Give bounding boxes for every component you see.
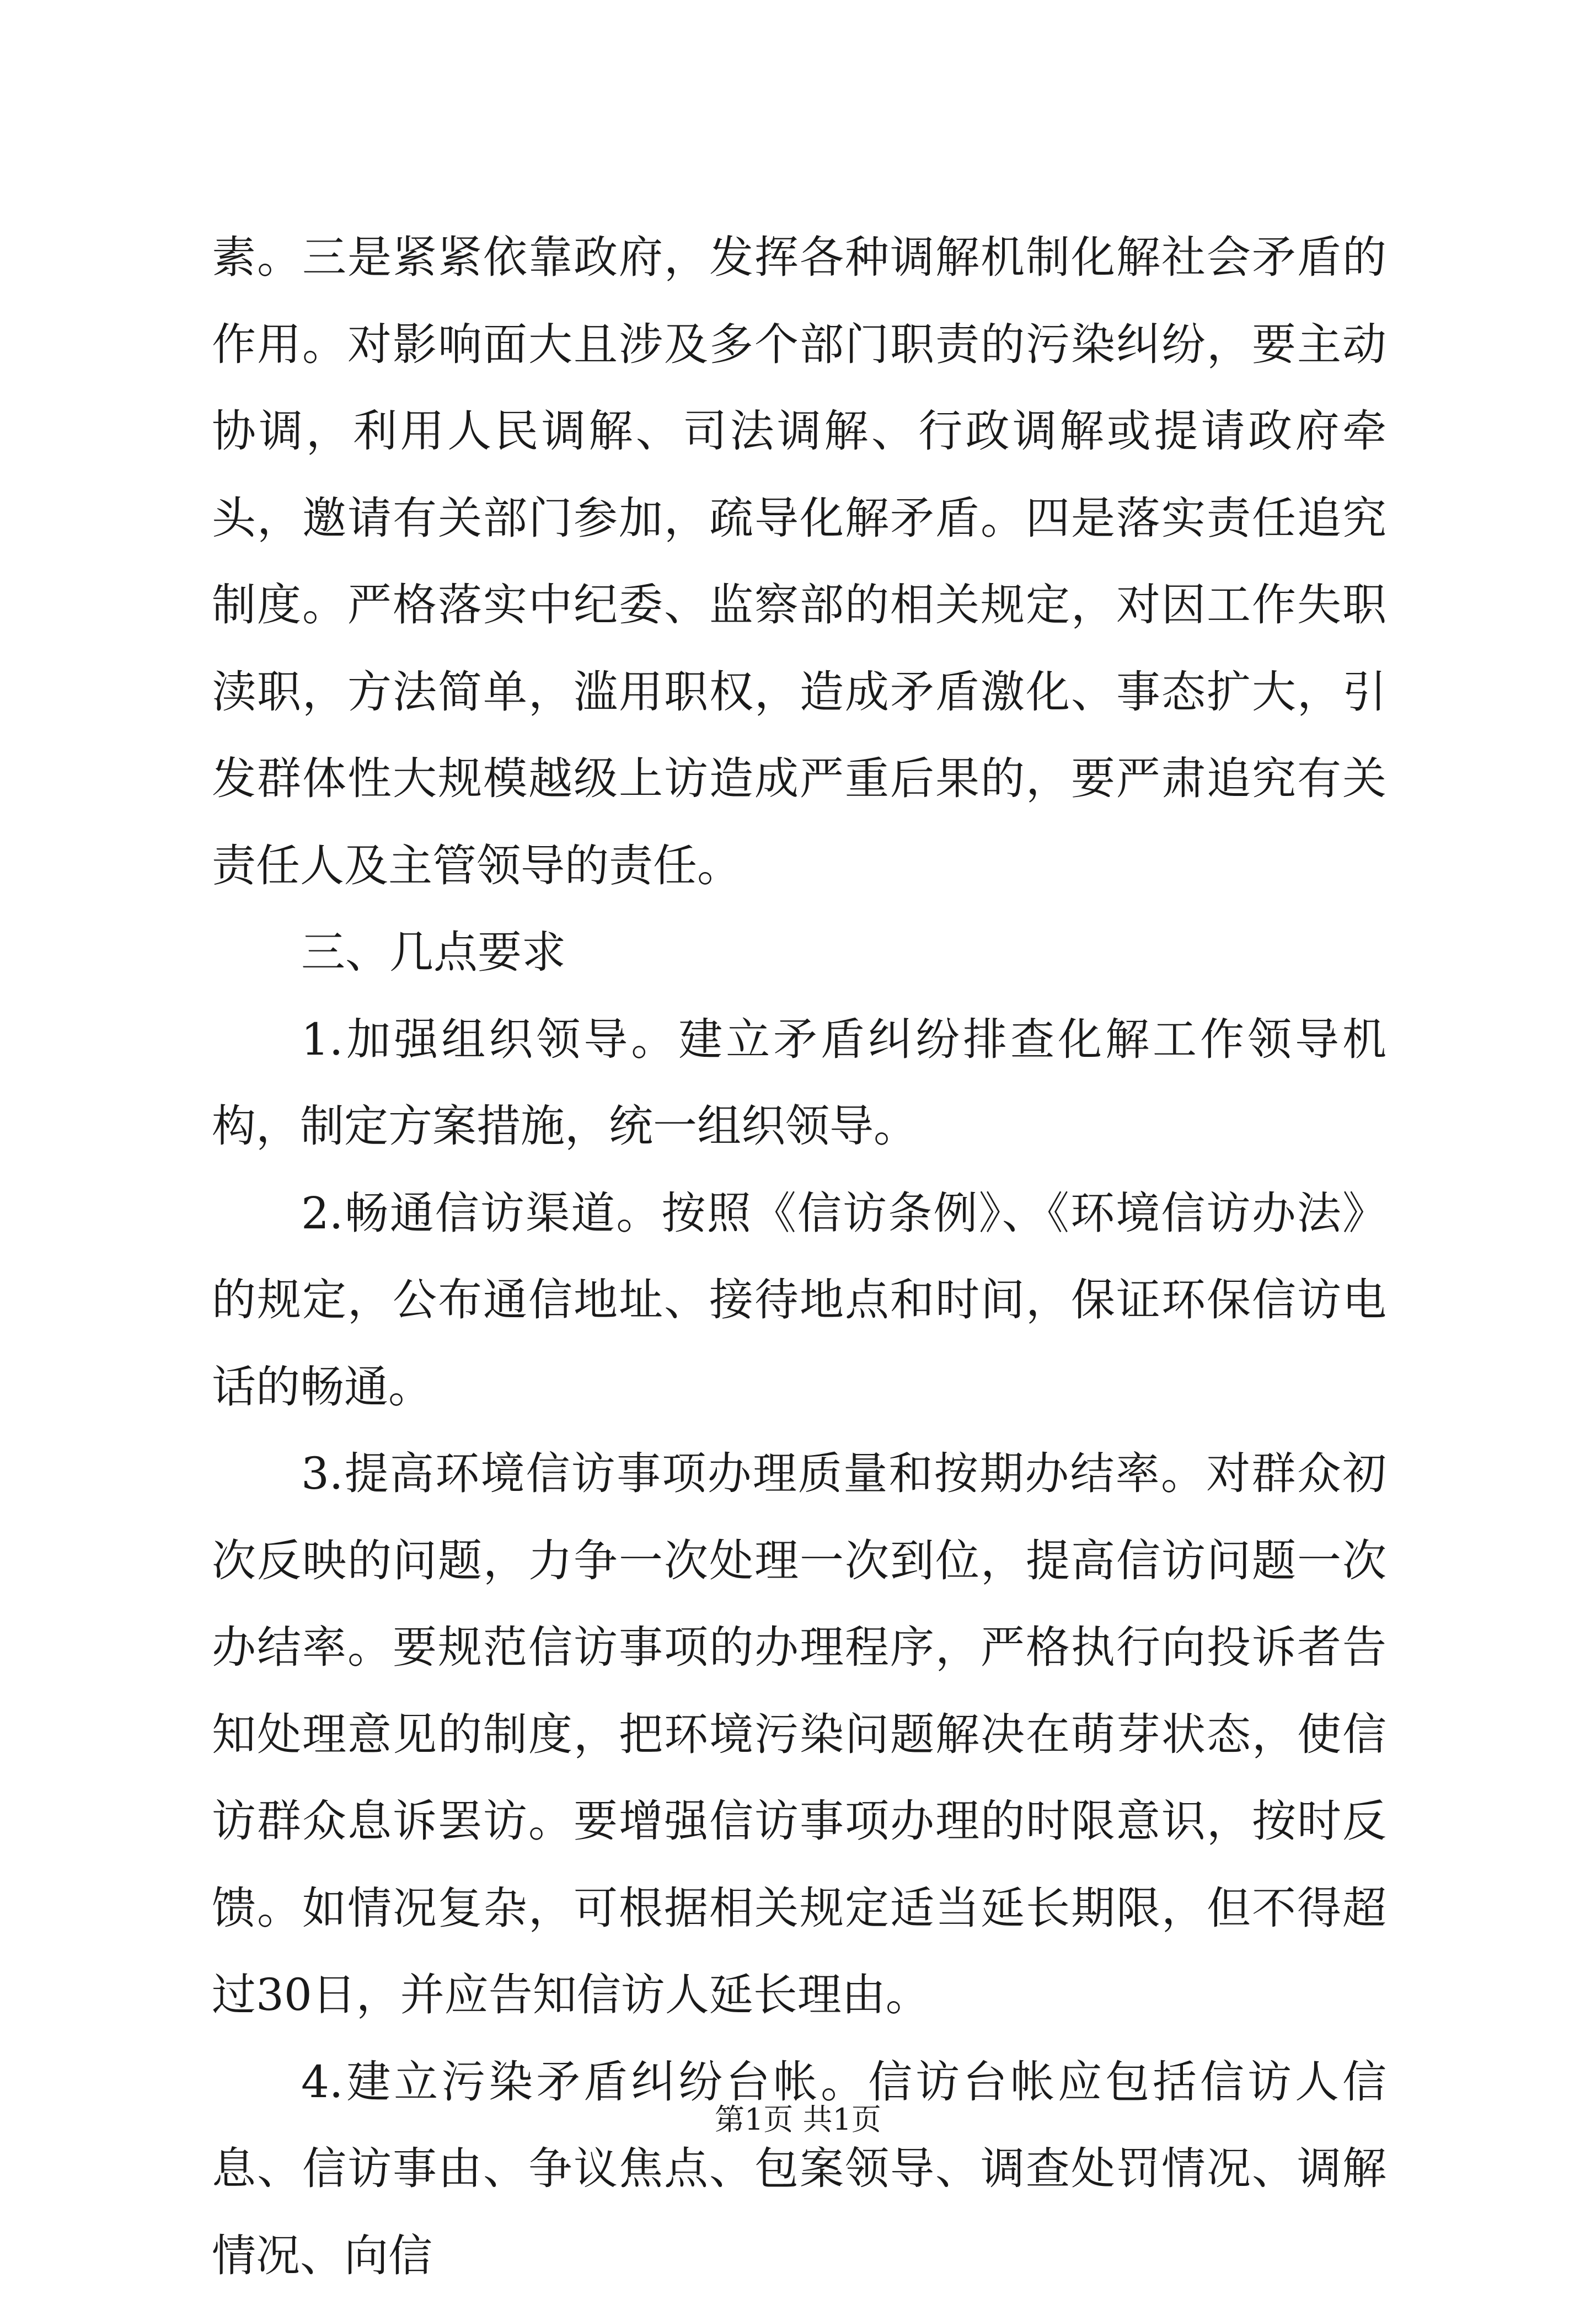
section-heading: 三、几点要求 (212, 909, 1386, 996)
page-number: 第1页 共1页 (715, 2102, 881, 2137)
requirement-item-1: 1.加强组织领导。建立矛盾纠纷排查化解工作领导机构，制定方案措施，统一组织领导。 (212, 996, 1386, 1170)
requirement-item-4: 4.建立污染矛盾纠纷台帐。信访台帐应包括信访人信息、信访事由、争议焦点、包案领导、调查处罚情况、调解情况、向信 (212, 2039, 1386, 2299)
requirement-item-2: 2.畅通信访渠道。按照《信访条例》、《环境信访办法》的规定，公布通信地址、接待地点和时间，保证环保信访电话的畅通。 (212, 1170, 1386, 1431)
paragraph-continued: 素。三是紧紧依靠政府，发挥各种调解机制化解社会矛盾的作用。对影响面大且涉及多个部门职责的污染纠纷，要主动协调，利用人民调解、司法调解、行政调解或提请政府牵头，邀请有关部门参加，疏导化解矛盾。四是落实责任追究制度。严格落实中纪委、监察部的相关规定，对因工作失职渎职，方法简单，滥用职权，造成矛盾激化、事态扩大，引发群体性大规模越级上访造成严重后果的，要严肃追究有关责任人及主管领导的责任。 (212, 214, 1386, 909)
document-body (212, 214, 1386, 2299)
requirement-item-3: 3.提高环境信访事项办理质量和按期办结率。对群众初次反映的问题，力争一次处理一次到位，提高信访问题一次办结率。要规范信访事项的办理程序，严格执行向投诉者告知处理意见的制度，把环境污染问题解决在萌芽状态，使信访群众息诉罢访。要增强信访事项办理的时限意识，按时反馈。如情况复杂，可根据相关规定适当延长期限，但不得超过30日，并应告知信访人延长理由。 (212, 1430, 1386, 2039)
page-footer (0, 2100, 1596, 2139)
